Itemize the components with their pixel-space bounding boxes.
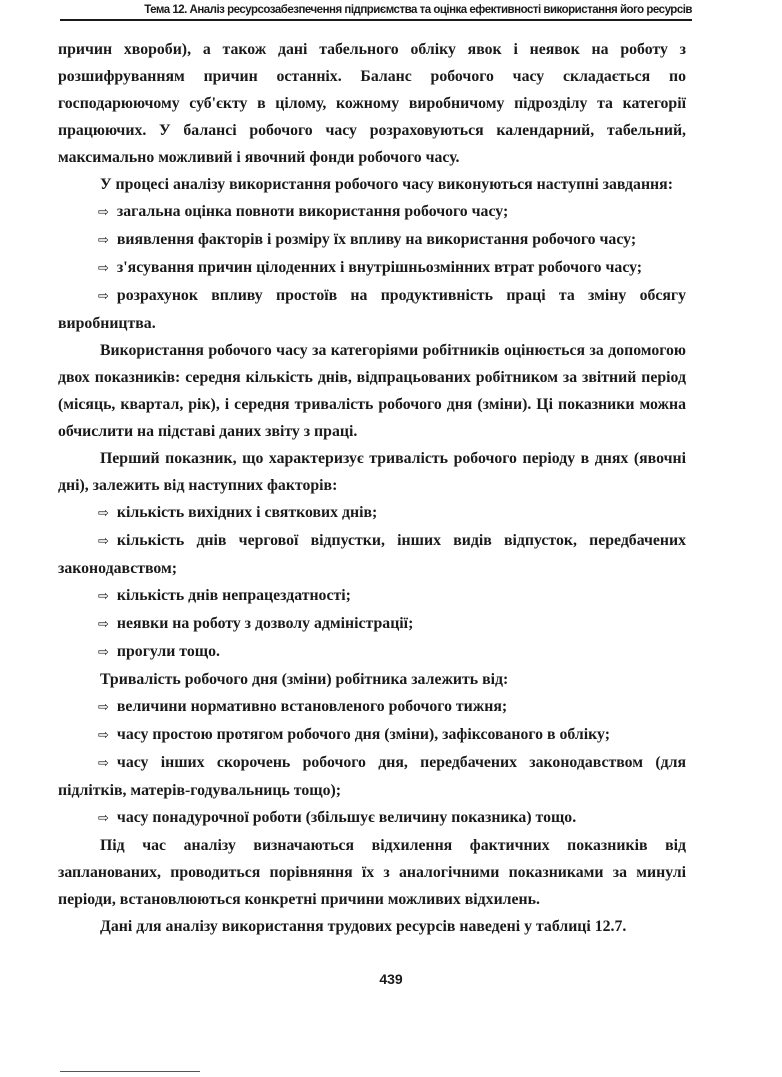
paragraph-text: Дані для аналізу використання трудових ресурсів наведені у таблиці 12.7. [100,918,627,935]
right-arrow-outline-icon: ⇨ [98,728,109,743]
paragraph [58,36,686,171]
paragraph [58,171,686,198]
bullet-item [58,610,686,638]
bullet-item [58,721,686,749]
paragraph-text: величини нормативно встановленого робочого тижня; [116,698,508,715]
paragraph [58,666,686,693]
right-arrow-outline-icon: ⇨ [98,534,109,549]
paragraph-text: Тривалість робочого дня (зміни) робітника залежить від: [100,671,509,688]
paragraph-text: кількість днів непрацездатності; [116,587,351,604]
right-arrow-outline-icon: ⇨ [98,811,109,826]
paragraph-text: причин хвороби), а також дані табельного обліку явок і неявок на роботу з розшифруванням причин останніх. Баланс робочого часу складається по господарюючому суб'єкту в цілому, кожному виробничому підрозділу та категорії працюючих. У балансі робочого часу розраховуються календарний, табельний, максимально можливий і явочний фонди робочого часу. [58,41,686,166]
right-arrow-outline-icon: ⇨ [98,261,109,276]
paragraph-text: виявлення факторів і розміру їх впливу на використання робочого часу; [116,231,637,248]
paragraph-text: загальна оцінка повноти використання робочого часу; [116,203,509,220]
paragraph-text: часу інших скорочень робочого дня, передбачених законодавством (для підлітків, матерів-годувальниць тощо); [58,754,686,799]
bullet-item [58,582,686,610]
paragraph-text: часу простою протягом робочого дня (зміни), зафіксованого в обліку; [116,726,610,743]
paragraph [58,913,686,940]
right-arrow-outline-icon: ⇨ [98,617,109,632]
bullet-item [58,499,686,527]
paragraph [58,445,686,499]
paragraph-text: прогули тощо. [116,643,220,660]
paragraph-text: з'ясування причин цілоденних і внутрішньозмінних втрат робочого часу; [116,259,643,276]
paragraph-text: кількість вихідних і святкових днів; [116,504,378,521]
page-number: 439 [379,971,403,987]
bullet-item [58,638,686,666]
bullet-item [58,804,686,832]
right-arrow-outline-icon: ⇨ [98,289,109,304]
paragraph [58,337,686,445]
bullet-item [58,198,686,226]
bullet-item [58,749,686,804]
paragraph-text: кількість днів чергової відпустки, інших видів відпусток, передбачених законодавством; [58,532,686,577]
footer-rule [60,1071,200,1072]
bullet-item [58,527,686,582]
right-arrow-outline-icon: ⇨ [98,506,109,521]
running-header: Тема 12. Аналіз ресурсозабезпечення підприємства та оцінка ефективності використання його ресурсів [60,4,692,21]
paragraph-text: Використання робочого часу за категоріями робітників оцінюється за допомогою двох показників: середня кількість днів, відпрацьованих робітником за звітний період (місяць, квартал, рік), і середня тривалість робочого дня (зміни). Ці показники можна обчислити на підставі даних звіту з праці. [58,342,686,440]
paragraph-text: неявки на роботу з дозволу адміністрації; [116,615,414,632]
paragraph-text: У процесі аналізу використання робочого часу виконуються наступні завдання: [100,176,673,193]
paragraph-text: Під час аналізу визначаються відхилення фактичних показників від запланованих, проводиться порівняння їх з аналогічними показниками за минулі періоди, встановлюються конкретні причини можливих відхилень. [58,837,686,908]
right-arrow-outline-icon: ⇨ [98,205,109,220]
paragraph-text: Перший показник, що характеризує тривалість робочого періоду в днях (явочні дні), залежить від наступних факторів: [58,450,686,494]
paragraph-text: розрахунок впливу простоїв на продуктивність праці та зміну обсягу виробництва. [58,287,686,332]
right-arrow-outline-icon: ⇨ [98,589,109,604]
bullet-item [58,282,686,337]
right-arrow-outline-icon: ⇨ [98,233,109,248]
bullet-item [58,254,686,282]
right-arrow-outline-icon: ⇨ [98,756,109,771]
paragraph-text: часу понадурочної роботи (збільшує величину показника) тощо. [116,809,577,826]
bullet-item [58,693,686,721]
right-arrow-outline-icon: ⇨ [98,700,109,715]
right-arrow-outline-icon: ⇨ [98,645,109,660]
paragraph [58,832,686,913]
body-text [58,36,686,940]
bullet-item [58,226,686,254]
